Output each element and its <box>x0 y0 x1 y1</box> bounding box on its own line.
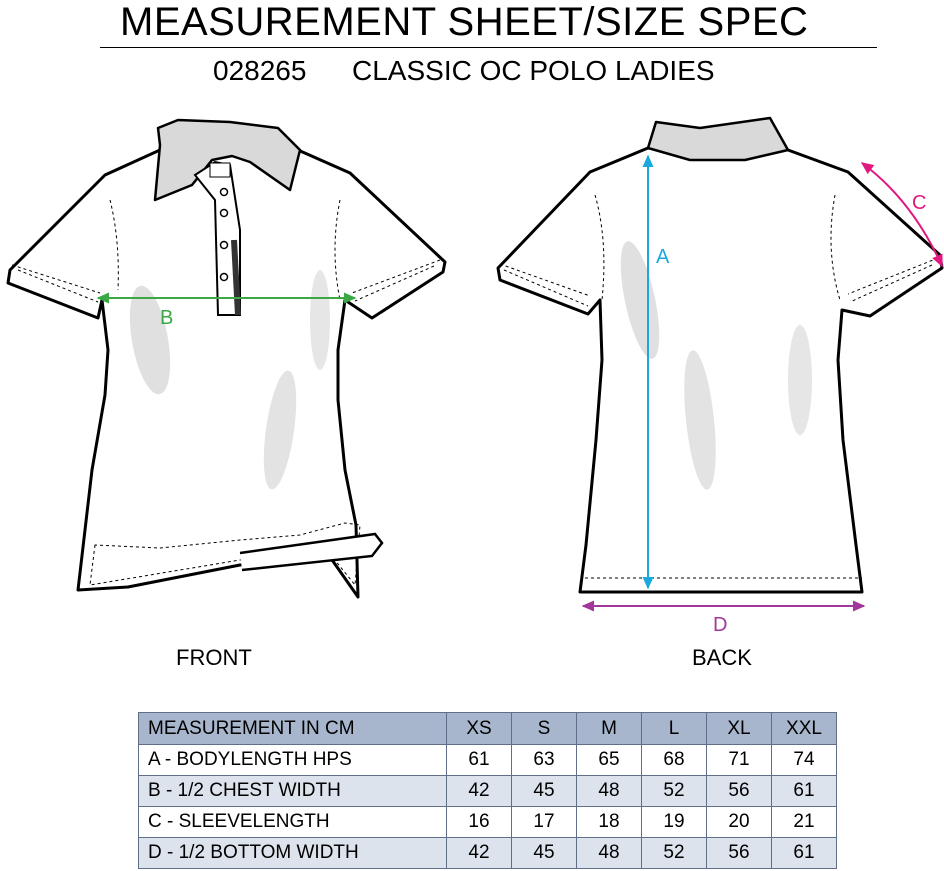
table-cell: 45 <box>512 776 577 807</box>
table-cell: 45 <box>512 838 577 869</box>
product-name: CLASSIC OC POLO LADIES <box>352 55 715 86</box>
back-polo-drawing <box>498 118 942 592</box>
row-label: C - SLEEVELENGTH <box>139 807 447 838</box>
table-row <box>139 838 837 869</box>
table-cell: 74 <box>772 745 837 776</box>
article-code: 028265 <box>213 55 307 86</box>
measure-c-letter: C <box>912 192 927 214</box>
measure-d-letter: D <box>713 614 728 636</box>
back-view-label: BACK <box>692 645 752 670</box>
row-label: D - 1/2 BOTTOM WIDTH <box>139 838 447 869</box>
table-cell: 71 <box>707 745 772 776</box>
table-cell: 16 <box>447 807 512 838</box>
table-cell: 21 <box>772 807 837 838</box>
column-header-xs: XS <box>447 713 512 745</box>
table-row <box>139 745 837 776</box>
table-cell: 56 <box>707 838 772 869</box>
column-header-measurement: MEASUREMENT IN CM <box>139 713 447 745</box>
column-header-xxl: XXL <box>772 713 837 745</box>
table-cell: 20 <box>707 807 772 838</box>
size-spec-table <box>138 712 837 869</box>
table-cell: 63 <box>512 745 577 776</box>
table-cell: 68 <box>642 745 707 776</box>
table-cell: 65 <box>577 745 642 776</box>
column-header-s: S <box>512 713 577 745</box>
front-polo-drawing <box>8 120 445 597</box>
measure-b-letter: B <box>160 307 174 329</box>
row-label: B - 1/2 CHEST WIDTH <box>139 776 447 807</box>
table-cell: 61 <box>772 776 837 807</box>
row-label: A - BODYLENGTH HPS <box>139 745 447 776</box>
table-cell: 56 <box>707 776 772 807</box>
table-cell: 61 <box>447 745 512 776</box>
table-cell: 42 <box>447 838 512 869</box>
table-cell: 18 <box>577 807 642 838</box>
table-cell: 48 <box>577 838 642 869</box>
table-row <box>139 776 837 807</box>
table-cell: 48 <box>577 776 642 807</box>
table-cell: 52 <box>642 838 707 869</box>
page-title: MEASUREMENT SHEET/SIZE SPEC <box>120 0 809 44</box>
table-cell: 52 <box>642 776 707 807</box>
table-cell: 61 <box>772 838 837 869</box>
table-cell: 19 <box>642 807 707 838</box>
measure-a-letter: A <box>656 246 670 268</box>
table-cell: 17 <box>512 807 577 838</box>
table-cell: 42 <box>447 776 512 807</box>
table-header-row <box>139 713 837 745</box>
column-header-xl: XL <box>707 713 772 745</box>
table-row <box>139 807 837 838</box>
column-header-l: L <box>642 713 707 745</box>
column-header-m: M <box>577 713 642 745</box>
front-view-label: FRONT <box>176 645 252 670</box>
